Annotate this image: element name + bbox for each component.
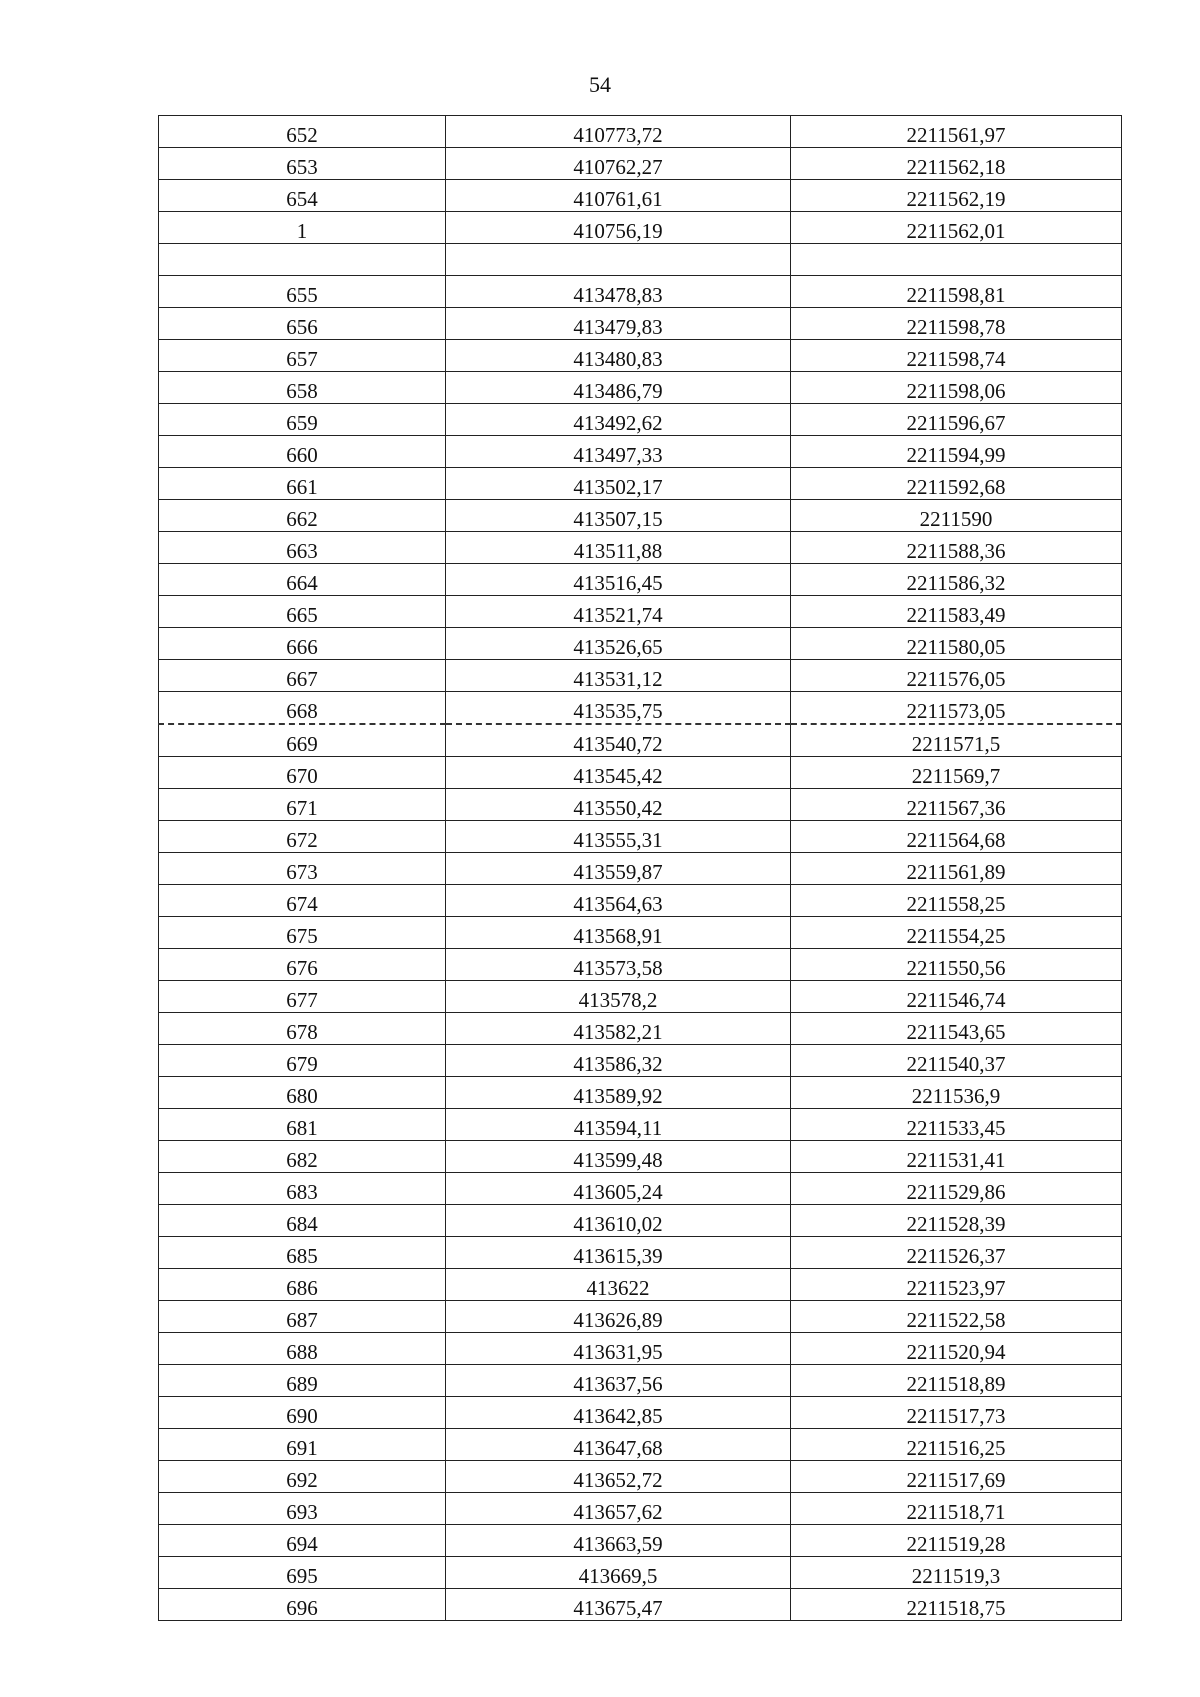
table-row: [159, 1045, 1122, 1077]
table-row: [159, 372, 1122, 404]
y-coordinate-cell: 2211598,74: [791, 340, 1122, 372]
point-number-cell: 690: [159, 1397, 446, 1429]
table-row: [159, 1429, 1122, 1461]
x-coordinate-cell: 413507,15: [446, 500, 791, 532]
y-coordinate-cell: 2211531,41: [791, 1141, 1122, 1173]
x-coordinate-cell: 413521,74: [446, 596, 791, 628]
x-coordinate-cell: 413559,87: [446, 853, 791, 885]
point-number-cell: 680: [159, 1077, 446, 1109]
point-number-cell: 669: [159, 724, 446, 757]
x-coordinate-cell: 413502,17: [446, 468, 791, 500]
table-row: [159, 821, 1122, 853]
table-row: [159, 180, 1122, 212]
point-number-cell: 693: [159, 1493, 446, 1525]
table-row: [159, 1397, 1122, 1429]
y-coordinate-cell: 2211576,05: [791, 660, 1122, 692]
y-coordinate-cell: 2211529,86: [791, 1173, 1122, 1205]
point-number-cell: 1: [159, 212, 446, 244]
point-number-cell: 686: [159, 1269, 446, 1301]
point-number-cell: 670: [159, 757, 446, 789]
y-coordinate-cell: 2211564,68: [791, 821, 1122, 853]
point-number-cell: 673: [159, 853, 446, 885]
y-coordinate-cell: 2211517,73: [791, 1397, 1122, 1429]
point-number-cell: 662: [159, 500, 446, 532]
point-number-cell: 654: [159, 180, 446, 212]
y-coordinate-cell: 2211571,5: [791, 724, 1122, 757]
y-coordinate-cell: 2211516,25: [791, 1429, 1122, 1461]
y-coordinate-cell: [791, 244, 1122, 276]
y-coordinate-cell: 2211519,28: [791, 1525, 1122, 1557]
table-row: [159, 212, 1122, 244]
y-coordinate-cell: 2211533,45: [791, 1109, 1122, 1141]
table-row: [159, 1077, 1122, 1109]
y-coordinate-cell: 2211536,9: [791, 1077, 1122, 1109]
table-row: [159, 340, 1122, 372]
x-coordinate-cell: 413516,45: [446, 564, 791, 596]
x-coordinate-cell: 413573,58: [446, 949, 791, 981]
x-coordinate-cell: [446, 244, 791, 276]
point-number-cell: 672: [159, 821, 446, 853]
point-number-cell: 684: [159, 1205, 446, 1237]
table-row: [159, 917, 1122, 949]
point-number-cell: 671: [159, 789, 446, 821]
table-row: [159, 436, 1122, 468]
y-coordinate-cell: 2211594,99: [791, 436, 1122, 468]
table-row: [159, 468, 1122, 500]
y-coordinate-cell: 2211583,49: [791, 596, 1122, 628]
x-coordinate-cell: 413511,88: [446, 532, 791, 564]
x-coordinate-cell: 413626,89: [446, 1301, 791, 1333]
table-row: [159, 853, 1122, 885]
point-number-cell: [159, 244, 446, 276]
x-coordinate-cell: 413622: [446, 1269, 791, 1301]
x-coordinate-cell: 413480,83: [446, 340, 791, 372]
x-coordinate-cell: 410762,27: [446, 148, 791, 180]
point-number-cell: 688: [159, 1333, 446, 1365]
x-coordinate-cell: 413652,72: [446, 1461, 791, 1493]
y-coordinate-cell: 2211540,37: [791, 1045, 1122, 1077]
x-coordinate-cell: 413642,85: [446, 1397, 791, 1429]
point-number-cell: 666: [159, 628, 446, 660]
point-number-cell: 692: [159, 1461, 446, 1493]
x-coordinate-cell: 413555,31: [446, 821, 791, 853]
x-coordinate-cell: 413599,48: [446, 1141, 791, 1173]
point-number-cell: 668: [159, 692, 446, 725]
y-coordinate-cell: 2211522,58: [791, 1301, 1122, 1333]
y-coordinate-cell: 2211567,36: [791, 789, 1122, 821]
y-coordinate-cell: 2211569,7: [791, 757, 1122, 789]
table-row: [159, 500, 1122, 532]
point-number-cell: 652: [159, 116, 446, 148]
table-row: [159, 981, 1122, 1013]
x-coordinate-cell: 413497,33: [446, 436, 791, 468]
x-coordinate-cell: 413586,32: [446, 1045, 791, 1077]
coordinates-table-body: [159, 116, 1122, 1621]
y-coordinate-cell: 2211523,97: [791, 1269, 1122, 1301]
x-coordinate-cell: 413531,12: [446, 660, 791, 692]
y-coordinate-cell: 2211528,39: [791, 1205, 1122, 1237]
y-coordinate-cell: 2211561,89: [791, 853, 1122, 885]
y-coordinate-cell: 2211519,3: [791, 1557, 1122, 1589]
point-number-cell: 696: [159, 1589, 446, 1621]
point-number-cell: 695: [159, 1557, 446, 1589]
x-coordinate-cell: 413478,83: [446, 276, 791, 308]
table-row: [159, 1365, 1122, 1397]
y-coordinate-cell: 2211562,01: [791, 212, 1122, 244]
point-number-cell: 659: [159, 404, 446, 436]
x-coordinate-cell: 413610,02: [446, 1205, 791, 1237]
y-coordinate-cell: 2211550,56: [791, 949, 1122, 981]
x-coordinate-cell: 413550,42: [446, 789, 791, 821]
x-coordinate-cell: 413615,39: [446, 1237, 791, 1269]
table-row: [159, 1589, 1122, 1621]
y-coordinate-cell: 2211562,18: [791, 148, 1122, 180]
y-coordinate-cell: 2211517,69: [791, 1461, 1122, 1493]
x-coordinate-cell: 413564,63: [446, 885, 791, 917]
y-coordinate-cell: 2211586,32: [791, 564, 1122, 596]
point-number-cell: 658: [159, 372, 446, 404]
table-row: [159, 1237, 1122, 1269]
x-coordinate-cell: 413582,21: [446, 1013, 791, 1045]
x-coordinate-cell: 413545,42: [446, 757, 791, 789]
point-number-cell: 661: [159, 468, 446, 500]
point-number-cell: 655: [159, 276, 446, 308]
y-coordinate-cell: 2211592,68: [791, 468, 1122, 500]
table-row: [159, 1525, 1122, 1557]
table-row: [159, 596, 1122, 628]
point-number-cell: 663: [159, 532, 446, 564]
page-number: 54: [589, 72, 611, 97]
table-row: [159, 244, 1122, 276]
point-number-cell: 653: [159, 148, 446, 180]
point-number-cell: 691: [159, 1429, 446, 1461]
table-row: [159, 757, 1122, 789]
y-coordinate-cell: 2211562,19: [791, 180, 1122, 212]
y-coordinate-cell: 2211561,97: [791, 116, 1122, 148]
x-coordinate-cell: 410756,19: [446, 212, 791, 244]
x-coordinate-cell: 413492,62: [446, 404, 791, 436]
x-coordinate-cell: 413578,2: [446, 981, 791, 1013]
table-row: [159, 1109, 1122, 1141]
y-coordinate-cell: 2211580,05: [791, 628, 1122, 660]
y-coordinate-cell: 2211520,94: [791, 1333, 1122, 1365]
table-row: [159, 148, 1122, 180]
point-number-cell: 689: [159, 1365, 446, 1397]
y-coordinate-cell: 2211598,78: [791, 308, 1122, 340]
x-coordinate-cell: 413637,56: [446, 1365, 791, 1397]
table-row: [159, 1557, 1122, 1589]
x-coordinate-cell: 413589,92: [446, 1077, 791, 1109]
y-coordinate-cell: 2211598,06: [791, 372, 1122, 404]
point-number-cell: 683: [159, 1173, 446, 1205]
table-row: [159, 1173, 1122, 1205]
table-row: [159, 1461, 1122, 1493]
x-coordinate-cell: 413535,75: [446, 692, 791, 725]
point-number-cell: 679: [159, 1045, 446, 1077]
x-coordinate-cell: 413675,47: [446, 1589, 791, 1621]
x-coordinate-cell: 413594,11: [446, 1109, 791, 1141]
x-coordinate-cell: 413631,95: [446, 1333, 791, 1365]
table-row: [159, 1013, 1122, 1045]
table-row: [159, 404, 1122, 436]
table-row: [159, 1269, 1122, 1301]
y-coordinate-cell: 2211518,75: [791, 1589, 1122, 1621]
x-coordinate-cell: 410773,72: [446, 116, 791, 148]
point-number-cell: 682: [159, 1141, 446, 1173]
point-number-cell: 677: [159, 981, 446, 1013]
point-number-cell: 687: [159, 1301, 446, 1333]
y-coordinate-cell: 2211554,25: [791, 917, 1122, 949]
table-row: [159, 276, 1122, 308]
y-coordinate-cell: 2211546,74: [791, 981, 1122, 1013]
table-row: [159, 885, 1122, 917]
x-coordinate-cell: 413605,24: [446, 1173, 791, 1205]
table-row: [159, 564, 1122, 596]
table-row: [159, 308, 1122, 340]
x-coordinate-cell: 410761,61: [446, 180, 791, 212]
table-row: [159, 692, 1122, 725]
point-number-cell: 665: [159, 596, 446, 628]
y-coordinate-cell: 2211590: [791, 500, 1122, 532]
table-row: [159, 1333, 1122, 1365]
y-coordinate-cell: 2211543,65: [791, 1013, 1122, 1045]
point-number-cell: 675: [159, 917, 446, 949]
x-coordinate-cell: 413568,91: [446, 917, 791, 949]
x-coordinate-cell: 413669,5: [446, 1557, 791, 1589]
point-number-cell: 681: [159, 1109, 446, 1141]
x-coordinate-cell: 413486,79: [446, 372, 791, 404]
table-row: [159, 789, 1122, 821]
y-coordinate-cell: 2211526,37: [791, 1237, 1122, 1269]
y-coordinate-cell: 2211518,89: [791, 1365, 1122, 1397]
y-coordinate-cell: 2211588,36: [791, 532, 1122, 564]
table-row: [159, 724, 1122, 757]
table-row: [159, 1141, 1122, 1173]
coordinates-table: [158, 115, 1122, 1621]
table-row: [159, 660, 1122, 692]
y-coordinate-cell: 2211598,81: [791, 276, 1122, 308]
y-coordinate-cell: 2211558,25: [791, 885, 1122, 917]
x-coordinate-cell: 413526,65: [446, 628, 791, 660]
point-number-cell: 657: [159, 340, 446, 372]
point-number-cell: 694: [159, 1525, 446, 1557]
x-coordinate-cell: 413479,83: [446, 308, 791, 340]
x-coordinate-cell: 413663,59: [446, 1525, 791, 1557]
point-number-cell: 676: [159, 949, 446, 981]
y-coordinate-cell: 2211573,05: [791, 692, 1122, 725]
point-number-cell: 685: [159, 1237, 446, 1269]
x-coordinate-cell: 413657,62: [446, 1493, 791, 1525]
y-coordinate-cell: 2211596,67: [791, 404, 1122, 436]
point-number-cell: 660: [159, 436, 446, 468]
table-row: [159, 1301, 1122, 1333]
point-number-cell: 678: [159, 1013, 446, 1045]
x-coordinate-cell: 413647,68: [446, 1429, 791, 1461]
point-number-cell: 664: [159, 564, 446, 596]
point-number-cell: 667: [159, 660, 446, 692]
table-row: [159, 1493, 1122, 1525]
point-number-cell: 674: [159, 885, 446, 917]
x-coordinate-cell: 413540,72: [446, 724, 791, 757]
table-row: [159, 532, 1122, 564]
y-coordinate-cell: 2211518,71: [791, 1493, 1122, 1525]
table-row: [159, 949, 1122, 981]
point-number-cell: 656: [159, 308, 446, 340]
table-row: [159, 1205, 1122, 1237]
table-row: [159, 628, 1122, 660]
table-row: [159, 116, 1122, 148]
